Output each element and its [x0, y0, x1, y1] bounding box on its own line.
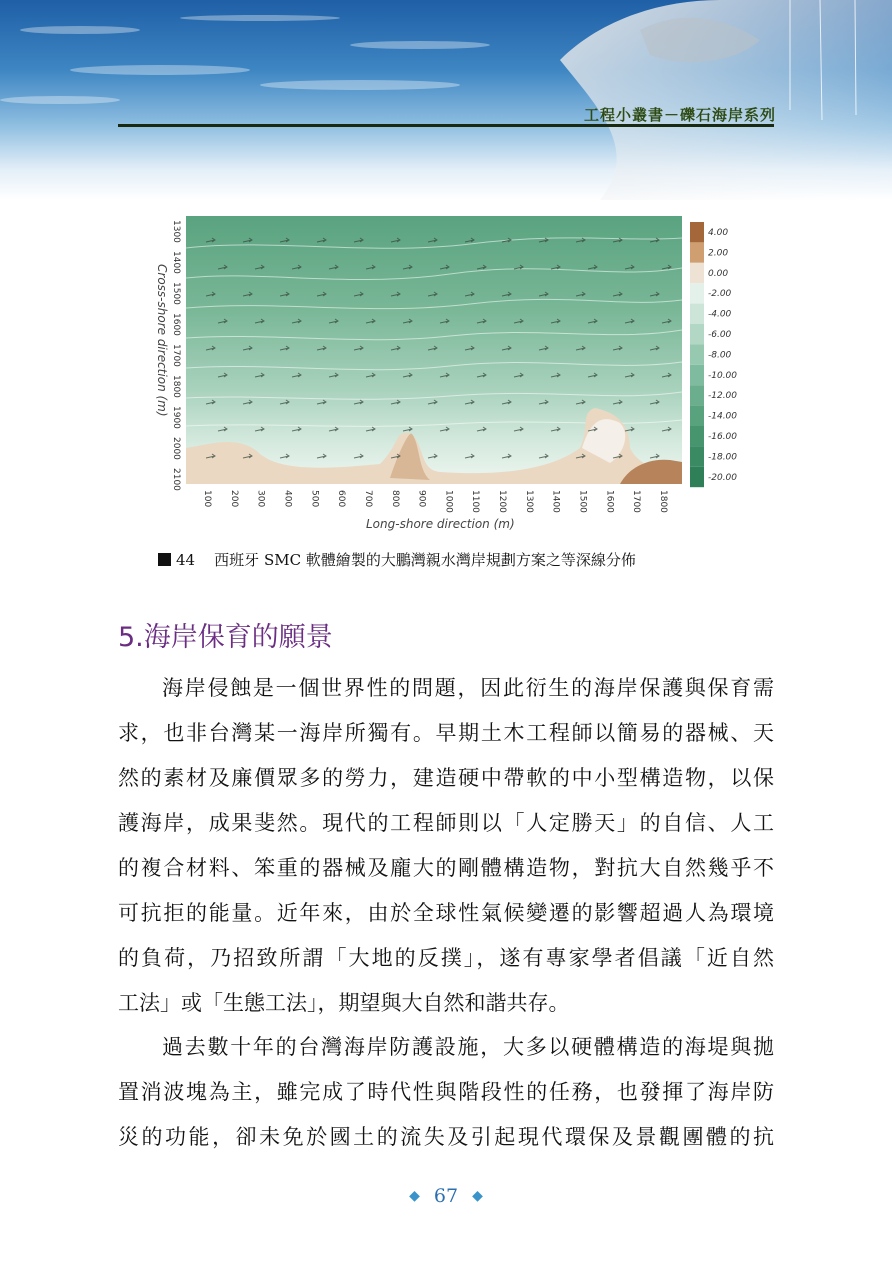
- header-rule: [118, 124, 774, 127]
- paragraph-line: 的負荷，乃招致所謂「大地的反撲」，遂有專家學者倡議「近自然: [118, 946, 774, 970]
- paragraph-line: 然的素材及廉價眾多的勞力，建造硬中帶軟的中小型構造物，以保: [118, 766, 774, 790]
- paragraph-line: 過去數十年的台灣海岸防護設施，大多以硬體構造的海堤與拋: [162, 1035, 774, 1059]
- figure-caption: [158, 549, 636, 570]
- paragraph-1: [118, 666, 774, 1026]
- diamond-icon: ◆: [472, 1188, 483, 1204]
- colorbar-swatch: [690, 242, 704, 262]
- colorbar-label: 4.00: [708, 228, 729, 238]
- caption-text: 西班牙 SMC 軟體繪製的大鵬灣親水灣岸規劃方案之等深線分佈: [214, 551, 636, 569]
- caption-square-icon: [158, 553, 171, 566]
- x-tick-label: 1400: [550, 490, 561, 513]
- header-banner: [0, 0, 892, 200]
- x-tick-label: 1000: [443, 490, 454, 513]
- x-tick-label: 1700: [631, 490, 642, 513]
- colorbar-label: -14.00: [708, 411, 738, 422]
- contour-chart: [150, 208, 750, 536]
- colorbar-label: -16.00: [708, 432, 738, 442]
- x-tick-label: 200: [228, 490, 239, 508]
- paragraph-line: 置消波塊為主，雖完成了時代性與階段性的任務，也發揮了海岸防: [118, 1080, 774, 1104]
- colorbar-label: -4.00: [708, 309, 732, 320]
- colorbar-label: -10.00: [708, 370, 738, 381]
- page-footer: [0, 1185, 892, 1207]
- colorbar-label: 0.00: [708, 268, 729, 279]
- colorbar-label: -8.00: [708, 350, 732, 361]
- colorbar-swatch: [690, 222, 704, 242]
- x-tick-label: 700: [362, 490, 373, 508]
- colorbar-swatch: [690, 426, 704, 446]
- paragraph-line: 可抗拒的能量。近年來，由於全球性氣候變遷的影響超過人為環境: [118, 901, 774, 925]
- colorbar-swatch: [690, 263, 704, 283]
- colorbar-label: -18.00: [708, 452, 738, 463]
- x-tick-label: 600: [336, 490, 347, 508]
- y-tick-label: 2000: [171, 437, 181, 460]
- colorbar-label: 2.00: [708, 248, 729, 259]
- paragraph-line: 災的功能，卻未免於國土的流失及引起現代環保及景觀團體的抗: [118, 1125, 774, 1149]
- x-tick-label: 100: [202, 490, 212, 508]
- x-tick-label: 1600: [604, 490, 615, 513]
- colorbar-swatch: [690, 344, 704, 364]
- colorbar-label: -12.00: [708, 391, 738, 402]
- plot-area: [186, 216, 682, 484]
- x-tick-label: 1300: [523, 490, 534, 513]
- page-number: 67: [433, 1185, 459, 1207]
- x-tick-label: 300: [255, 490, 266, 508]
- y-tick-label: 1400: [171, 251, 181, 274]
- y-tick-label: 2100: [171, 468, 181, 491]
- x-tick-label: 500: [309, 490, 320, 508]
- caption-number: 44: [176, 551, 196, 569]
- x-axis-label: Long-shore direction (m): [366, 517, 515, 531]
- colorbar-label: -2.00: [708, 289, 732, 300]
- colorbar-swatch: [690, 304, 704, 324]
- colorbar-swatch: [690, 324, 704, 344]
- x-tick-label: 900: [416, 490, 427, 508]
- colorbar-swatch: [690, 446, 704, 466]
- series-title: 工程小叢書－礫石海岸系列: [583, 106, 776, 124]
- y-tick-label: 1300: [171, 220, 181, 243]
- x-tick-label: 1100: [470, 490, 481, 513]
- paragraph-line: 護海岸，成果斐然。現代的工程師則以「人定勝天」的自信、人工: [118, 811, 774, 835]
- colorbar-swatch: [690, 385, 704, 405]
- diamond-icon: ◆: [409, 1188, 420, 1204]
- x-tick-label: 1200: [497, 490, 508, 513]
- colorbar-swatch: [690, 467, 704, 487]
- colorbar-swatch: [690, 365, 704, 385]
- paragraph-line: 求，也非台灣某一海岸所獨有。早期土木工程師以簡易的器械、天: [118, 721, 774, 745]
- paragraph-line: 海岸侵蝕是一個世界性的問題，因此衍生的海岸保護與保育需: [162, 676, 774, 700]
- paragraph-line: 的複合材料、笨重的器械及龐大的剛體構造物，對抗大自然幾乎不: [118, 856, 774, 880]
- x-tick-label: 800: [389, 490, 400, 508]
- figure-contour-map: [150, 208, 750, 536]
- ocean-banner-image: [0, 0, 892, 200]
- colorbar-swatch: [690, 283, 704, 303]
- y-tick-label: 1500: [171, 282, 181, 305]
- y-tick-label: 1700: [171, 344, 181, 367]
- colorbar-label: -6.00: [708, 330, 732, 340]
- colorbar-swatch: [690, 406, 704, 426]
- x-tick-label: 1500: [577, 490, 588, 513]
- y-tick-label: 1600: [171, 313, 181, 336]
- y-tick-label: 1800: [171, 375, 181, 398]
- y-tick-label: 1900: [171, 406, 181, 429]
- section-title: 5.海岸保育的願景: [118, 622, 333, 653]
- y-axis-label: Cross-shore direction (m): [155, 264, 169, 417]
- x-tick-label: 1800: [658, 490, 668, 513]
- x-tick-label: 400: [282, 490, 293, 508]
- paragraph-line: 工法」或「生態工法」，期望與大自然和諧共存。: [118, 991, 570, 1015]
- paragraph-2: [118, 1025, 774, 1160]
- colorbar-label: -20.00: [708, 472, 738, 483]
